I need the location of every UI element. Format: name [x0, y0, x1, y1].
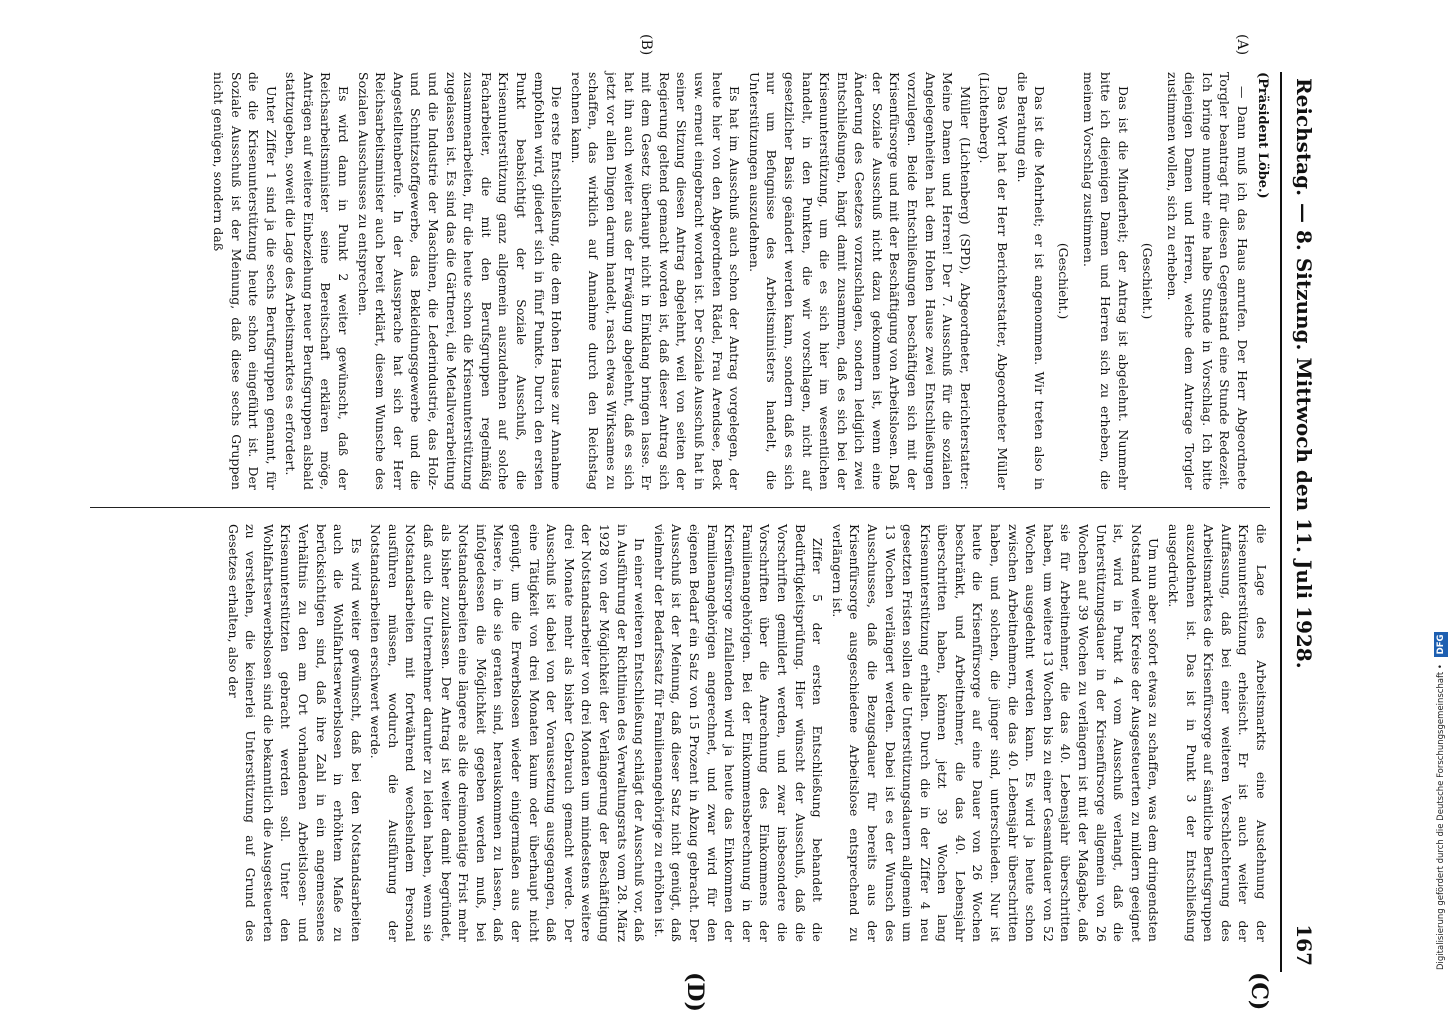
paragraph: Ziffer 5 der ersten Entschließung behandelt die Bedürftigkeitsprüfung. Hier wünscht der Ausschuß, daß die Vorschriften gemildert werden, und zwar insbesondere die Vorschriften über die Anrechnung des Einkommens der Familienangehörigen. Bei der Einkommensberechnung in der Krisenfürsorge zufallenden wird ja heute das Einkommen der Familienangehörigen angerechnet, und zwar wird für den eigenen Bedarf ein Satz von 15 Prozent in Abzug gebracht. Der Ausschuß ist der Meinung, daß dieser Satz nicht genügt, daß vielmehr der Bedarfssatz für Familienangehörige zu erhöhen ist. [651, 524, 826, 942]
paragraph: Es wird weiter gewünscht, daß bei den Notstandsarbeiten auch die Wohlfahrtserwerbslosen in erhöhtem Maße zu berücksichtigen sind, daß ihre Zahl in ein angemessenes Verhältnis zu den am Ort vorhandenen Arbeitslosen- und Krisenunterstützten gebracht werden soll. Unter den Wohlfahrtserwerbslosen sind die bekanntlich die Ausgesteuerten zu verstehen, die keinerlei Unterstützung auf Grund des Gesetzes erhalten, also der [225, 524, 364, 942]
margin-mark-a: (A) [1234, 34, 1250, 56]
margin-mark-b: (B) [638, 34, 654, 56]
paragraph: In einer weiteren Entschließung schlägt der Ausschuß vor, daß in Ausführung der Richtlinien des Verwaltungsrats vom 28. März 1928 von der Möglichkeit der Verlängerung der Beschäftigung der Notstandsarbeiter von drei Monaten um mindestens weitere drei Monate mehr als bisher Gebrauch gemacht werde. Der Ausschuß ist dabei von der Voraussetzung ausgegangen, daß eine Tätigkeit von drei Monaten kaum oder überhaupt nicht genügt, um die Erwerbslosen wieder einigermaßen aus der Misere, in die sie geraten sind, herauskommen zu lassen, daß infolgedessen die Möglichkeit gegeben werden muß, bei Notstandsarbeiten eine längere als die dreimonatige Frist mehr als bisher zuzulassen. Der Antrag ist weiter damit begründet, daß auch die Unternehmer darunter zu leiden haben, wenn sie Notstandsarbeiten mit fortwährend wechselndem Personal ausführen müssen, wodurch die Ausführung der Notstandsarbeiten erschwert werde. [368, 524, 648, 942]
dfg-logo: DFG [1434, 632, 1448, 658]
paragraph: Das ist die Mehrheit; er ist angenommen. Wir treten also in die Beratung ein. [1014, 72, 1048, 490]
paragraph: Die erste Entschließung, die dem Hohen Hause zur Annahme empfohlen wird, gliedert sich in fünf Punkte. Durch den ersten Punkt beabsichtigt der Soziale Ausschuß, die Krisenunterstützung ganz allgemein auszudehnen auf solche Facharbeiter, die mit den Berufsgruppen regelmäßig zusammenarbeiten, für die heute schon die Krisenunterstützung zugelassen ist. Es sind das die Gärtnerei, die Metallverarbeitung und die Industrie der Maschinen, die Lederindustrie, das Holz- und Schnitzstoffgewerbe, das Bekleidungsgewerbe und die Angestelltenberufe. In der Aussprache hat sich der Herr Reichsarbeitsminister auch bereit erklärt, diesem Wunsche des Sozialen Ausschusses zu entsprechen. [355, 72, 565, 490]
column-divider [90, 507, 1270, 508]
paragraph: Um nun aber sofort etwas zu schaffen, was dem dringendsten Notstand weiter Kreise der Ausgesteuerten zu mildern geeignet ist, wird in Punkt 4 vom Ausschuß verlangt, daß die Unterstützungsdauer in der Krisenfürsorge allgemein von 26 Wochen auf 39 Wochen zu verlängern ist mit der Maßgabe, daß sie für Arbeitnehmer, die das 40. Lebensjahr überschritten haben, um weitere 13 Wochen bis zu einer Gesamtdauer von 52 Wochen ausgedehnt werden kann. Es wird ja heute schon zwischen Arbeitnehmern, die das 40. Lebensjahr überschritten haben, und solchen, die jünger sind, unterschieden. Nur ist heute die Krisenfürsorge auf eine Dauer von 26 Wochen beschränkt, und Arbeitnehmer, die das 40. Lebensjahr überschritten haben, können jetzt 39 Wochen lang Krisenunterstützung erhalten. Durch die in der Ziffer 4 neu gesetzten Fristen sollen die Unterstützungsdauern allgemein um 13 Wochen verlängert werden. Dabei ist es der Wunsch des Ausschusses, daß die Bezugsdauer für bereits aus der Krisenfürsorge ausgeschiedene Arbeitslose entsprechend zu verlängern ist. [829, 524, 1162, 942]
paragraph: die Lage des Arbeitsmarkts eine Ausdehnung der Krisenunterstützung erheischt. Er ist auch weiter der Auffassung, daß bei einer weiteren Verschlechterung des Arbeitsmarktes die Krisenfürsorge auf sämtliche Berufsgruppen auszudehnen ist. Das ist in Punkt 3 der Entschließung ausgedrückt. [1166, 524, 1269, 942]
paragraph: Das Wort hat der Herr Berichterstatter, Abgeordneter Müller (Lichtenberg). [977, 72, 1011, 490]
right-column [90, 524, 1270, 942]
paragraph: Das ist die Minderheit; der Antrag ist abgelehnt. Nunmehr bitte ich diejenigen Damen und Herren sich zu erheben, die meinem Vorschlag zustimmen. [1080, 72, 1132, 490]
rotated-document-page [82, 34, 1330, 1012]
left-column [90, 72, 1270, 490]
page-number: 167 [1292, 924, 1316, 966]
digitization-note [1420, 10, 1446, 990]
paragraph: Es wird dann in Punkt 2 weiter gewünscht, daß der Reichsarbeitsminister seine Bereitschaft erklären möge, Anträgen auf weitere Einbeziehung neuer Berufsgruppen alsbald stattzugeben, soweit die Lage des Arbeitsmarktes es erfordert. [283, 72, 352, 490]
funding-note-text: Digitalisierung gefördert durch die Deutsche Forschungsgemeinschaft • [1436, 664, 1446, 970]
page-header [1280, 72, 1330, 972]
paragraph: Müller (Lichtenberg) (SPD), Abgeordneter, Berichterstatter: Meine Damen und Herren! Der 7. Ausschuß für die sozialen Angelegenheiten hat dem Hohen Hause zwei Entschließungen vorzulegen. Beide Entschließungen beschäftigen sich mit der Krisenfürsorge und mit der Beschäftigung von Arbeitslosen. Daß der Soziale Ausschuß nicht dazu gekommen ist, wenn eine Änderung des Gesetzes vorzuschlagen, sondern lediglich zwei Entschließungen, hängt damit zusammen, daß es sich bei der Krisenunterstützung, um die es sich hier im wesentlichen handelt, in den Punkten, die wir vorschlagen, nicht auf gesetzlicher Basis geändert werden kann, sondern daß es sich nur um Befugnisse des Arbeitsministers handelt, die Unterstützungen auszudehnen. [746, 72, 973, 490]
stage-direction: (Geschieht.) [1056, 242, 1072, 320]
margin-mark-c: (C) [1246, 972, 1272, 1011]
paragraph: Unter Ziffer 1 sind ja die sechs Berufsgruppen genannt, für die die Krisenunterstützung heute schon eingeführt ist. Der Soziale Ausschuß ist der Meinung, daß diese sechs Gruppen nicht genügen, sondern daß [210, 72, 279, 490]
paragraph: — Dann muß ich das Haus anrufen. Der Herr Abgeordnete Torgler beantragt für diesen Gegenstand eine Stunde Redezeit. Ich bringe nunmehr eine halbe Stunde in Vorschlag. Ich bitte diejenigen Damen und Herren, welche dem Antrage Torgler zustimmen wollen, sich zu erheben. [1164, 72, 1250, 490]
paragraph: Es hat im Ausschuß auch schon der Antrag vorgelegen, der heute hier von den Abgeordneten Rädel, Frau Arendsee, Beck usw. erneut eingebracht worden ist. Der Soziale Ausschuß hat in seiner Sitzung diesen Antrag abgelehnt, weil von seiten der Regierung geltend gemacht worden ist, daß dieser Antrag sich mit dem Gesetz überhaupt nicht in Einklang bringen lasse. Er hat ihn auch weiter aus der Erwägung abgelehnt, daß es sich jetzt vor allen Dingen darum handelt, rasch etwas Wirksames zu schaffen, das wirklich auf Annahme durch den Reichstag rechnen kann. [568, 72, 743, 490]
stage-direction: (Geschieht.) [1140, 242, 1156, 320]
speaker-label: (Präsident Löbe.) [1255, 72, 1270, 199]
margin-mark-d: (D) [682, 972, 708, 1012]
running-head: Reichstag. — 8. Sitzung. Mittwoch den 11. Juli 1928. [1292, 78, 1316, 669]
